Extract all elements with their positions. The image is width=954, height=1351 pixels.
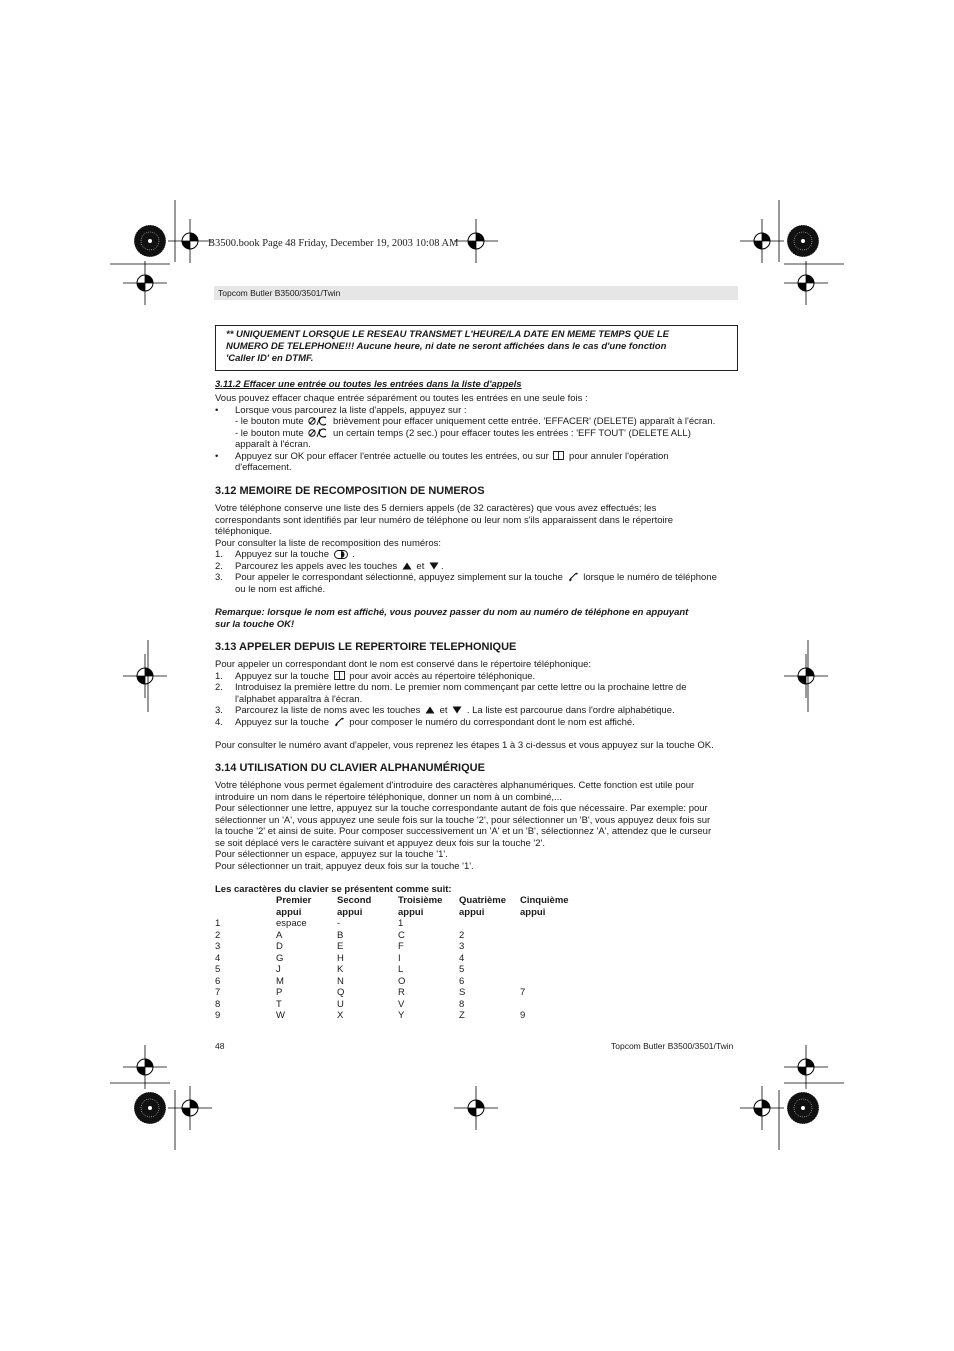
list-item [215, 705, 741, 717]
redial-icon [334, 550, 348, 559]
list-continuation: l'alphabet apparaîtra à l'écran. [235, 693, 363, 705]
mute-c-icon [308, 428, 328, 438]
phonebook-icon [334, 671, 345, 680]
table-cell: 5 [215, 964, 221, 975]
paragraph-line: Votre téléphone vous permet également d'introduire des caractères alphanumériques. Cette fonction est utile pour [215, 780, 695, 791]
list-number: 3. [215, 572, 223, 583]
text: Appuyez sur OK pour effacer l'entrée actuelle ou toutes les entrées, ou sur [235, 450, 549, 462]
table-caption: Les caractères du clavier se présentent comme suit: [215, 884, 452, 895]
section-3-13-title: 3.13 APPELER DEPUIS LE REPERTOIRE TELEPHONIQUE [215, 641, 517, 653]
header-line: appui [337, 906, 363, 918]
section-3-12-body [215, 503, 741, 630]
sub-item [215, 416, 741, 428]
table-cell: Q [337, 987, 345, 998]
table-cell: T [276, 998, 282, 1010]
handset-icon [334, 717, 345, 728]
table-row [215, 953, 635, 965]
table-cell: L [398, 964, 404, 975]
text: Introduisez la première lettre du nom. Le premier nom commençant par cette lettre ou la prochaine lettre de [235, 682, 687, 693]
table-cell: Z [459, 1010, 465, 1021]
sub-item: apparaît à l'écran. [235, 439, 311, 450]
text: Parcourez la liste de noms avec les touches [235, 705, 421, 716]
page-number: 48 [215, 1041, 225, 1051]
text: Appuyez sur la touche [235, 670, 330, 682]
list-number: 1. [215, 670, 223, 682]
table-row [215, 964, 635, 976]
text: . La liste est parcourue dans l'ordre alphabétique. [466, 705, 675, 716]
table-cell: 5 [459, 964, 465, 975]
text: brièvement pour effacer uniquement cette entrée. 'EFFACER' (DELETE) apparaît à l'écran. [332, 416, 716, 427]
table-cell: H [337, 952, 344, 964]
bullet-continuation: d'effacement. [235, 462, 292, 473]
section-3-12-title: 3.12 MEMOIRE DE RECOMPOSITION DE NUMEROS [215, 485, 485, 497]
table-cell: 7 [520, 987, 526, 998]
paragraph-line: introduire un nom dans le répertoire téléphonique, donner un nom à un combiné,... [215, 791, 562, 803]
table-row [215, 976, 635, 988]
section-3-11-2-title: 3.11.2 Effacer une entrée ou toutes les entrées dans la liste d'appels [215, 379, 522, 390]
list-number: 3. [215, 705, 223, 716]
table-cell: A [276, 929, 283, 941]
table-cell: 4 [215, 952, 221, 964]
phonebook-icon [553, 451, 564, 460]
text: Parcourez les appels avec les touches [235, 560, 398, 572]
table-header [520, 895, 569, 918]
text: un certain temps (2 sec.) pour effacer toutes les entrées : 'EFF TOUT' (DELETE ALL) [332, 427, 691, 439]
table-cell: O [398, 975, 406, 987]
list-item: 1. Appuyez sur la touche . [215, 549, 355, 560]
print-line: B3500.book Page 48 Friday, December 19, 2003 10:08 AM [208, 238, 459, 249]
table-cell: E [337, 941, 344, 952]
table-cell: K [337, 964, 344, 975]
list-number: 2. [215, 560, 223, 572]
table-cell: 6 [215, 975, 221, 987]
bullet-mark: • [215, 404, 219, 416]
table-row [215, 987, 635, 999]
remark-line: sur la touche OK! [215, 618, 295, 630]
table-cell: I [398, 952, 401, 964]
table-cell: 1 [215, 918, 221, 929]
paragraph-line: Pour sélectionner un espace, appuyez sur la touche '1'. [215, 849, 448, 860]
text: pour avoir accès au répertoire téléphonique. [349, 670, 536, 682]
header-line: appui [276, 906, 302, 918]
table-cell: 8 [215, 998, 221, 1010]
paragraph-line: Pour consulter la liste de recomposition des numéros: [215, 537, 442, 549]
header-line: Quatrième [459, 895, 506, 906]
table-cell: W [276, 1010, 285, 1021]
table-cell: V [398, 998, 405, 1010]
table-cell: R [398, 987, 405, 998]
text: - le bouton mute [235, 427, 304, 439]
text: Appuyez sur la touche [235, 716, 330, 728]
bullet-item [215, 405, 741, 417]
table-cell: 6 [459, 975, 465, 987]
table-cell: S [459, 987, 466, 998]
text: Appuyez sur la touche [235, 549, 330, 560]
bullet-item [215, 451, 741, 463]
table-cell: 7 [215, 987, 221, 998]
down-triangle-icon [429, 562, 439, 570]
text: et [416, 560, 425, 572]
paragraph-line: correspondants sont identifiés par leur numéro de téléphone ou leur nom s'ils apparaissent dans le répertoire [215, 514, 674, 526]
table-cell: 2 [215, 929, 221, 941]
table-header [337, 895, 371, 918]
list-item: 2. Parcourez les appels avec les touches et . [215, 560, 444, 572]
table-row [215, 1010, 635, 1022]
note-line: NUMERO DE TELEPHONE!!! Aucune heure, ni date ne seront affichées dans le cas d'une fonction [226, 341, 667, 352]
footer-title: Topcom Butler B3500/3501/Twin [611, 1041, 734, 1051]
text: pour composer le numéro du correspondant dont le nom est affiché. [349, 716, 635, 728]
table-cell: 9 [215, 1010, 221, 1021]
note-box [215, 325, 738, 371]
up-triangle-icon [425, 706, 435, 714]
table-row [215, 999, 635, 1011]
up-triangle-icon [402, 562, 412, 570]
section-3-11-2-body [215, 393, 741, 474]
paragraph-line: se soit déplacé vers le caractère suivant et appuyez deux fois sur la touche '2'. [215, 837, 545, 849]
header-line: Second [337, 895, 372, 906]
handset-icon [568, 572, 579, 583]
list-number: 4. [215, 716, 223, 728]
header-line: Premier [276, 895, 312, 906]
table-body [215, 918, 635, 1022]
header-line: Troisième [398, 895, 443, 906]
table-cell: - [337, 918, 341, 929]
header-line: appui [459, 906, 485, 918]
table-cell: P [276, 987, 283, 998]
paragraph-line: la touche '2' et ainsi de suite. Pour composer successivement un 'A' et un 'B', sélectionnez 'A', attendez que le curseur [215, 826, 712, 837]
list-item [215, 682, 741, 694]
text: lorsque le numéro de téléphone [583, 572, 717, 584]
table-cell: 2 [459, 929, 465, 941]
bullet-mark: • [215, 450, 219, 462]
table-cell: D [276, 941, 283, 952]
note-line: 'Caller ID' en DTMF. [226, 353, 314, 364]
text: - le bouton mute [235, 416, 304, 427]
table-row [215, 930, 635, 942]
bullet-text: Lorsque vous parcourez la liste d'appels, appuyez sur : [235, 404, 467, 416]
list-number: 2. [215, 682, 223, 693]
list-item [215, 572, 741, 584]
paragraph: Vous pouvez effacer chaque entrée séparément ou toutes les entrées en une seule fois : [215, 393, 588, 404]
table-cell: B [337, 929, 344, 941]
paragraph: Pour appeler un correspondant dont le nom est conservé dans le répertoire téléphonique: [215, 659, 592, 670]
table-cell: 3 [215, 941, 221, 952]
section-3-14-title: 3.14 UTILISATION DU CLAVIER ALPHANUMÉRIQUE [215, 762, 485, 774]
text: pour annuler l'opération [569, 450, 669, 462]
table-header [276, 895, 311, 918]
section-3-14-body [215, 780, 741, 872]
table-cell: espace [276, 918, 307, 929]
table-header [398, 895, 442, 918]
running-header: Topcom Butler B3500/3501/Twin [214, 286, 738, 300]
table-cell: X [337, 1010, 344, 1021]
table-cell: U [337, 998, 344, 1010]
list-continuation: ou le nom est affiché. [235, 583, 326, 595]
table-cell: 9 [520, 1010, 526, 1021]
paragraph-line: Votre téléphone conserve une liste des 5 derniers appels (de 32 caractères) que vous avez effectués; les [215, 503, 657, 514]
table-header [459, 895, 506, 918]
list-item [215, 671, 741, 683]
note-line: ** UNIQUEMENT LORSQUE LE RESEAU TRANSMET L'HEURE/LA DATE EN MEME TEMPS QUE LE [226, 329, 669, 340]
table-row [215, 918, 635, 930]
mute-c-icon [308, 416, 328, 426]
paragraph-line: Pour sélectionner un trait, appuyez deux fois sur la touche '1'. [215, 860, 474, 872]
table-cell: 3 [459, 941, 465, 952]
table-cell: N [337, 975, 344, 987]
paragraph-line: Pour sélectionner une lettre, appuyez sur la touche correspondante autant de fois que nécessaire. Par exemple: pour [215, 803, 708, 814]
header-line: Cinquième [520, 895, 569, 906]
sub-item [215, 428, 741, 440]
list-item [215, 717, 741, 729]
table-cell: C [398, 929, 405, 941]
table-cell: F [398, 941, 404, 952]
header-line: appui [398, 906, 424, 918]
table-cell: M [276, 975, 284, 987]
down-triangle-icon [452, 706, 462, 714]
table-cell: 1 [398, 918, 404, 929]
remark-line: Remarque: lorsque le nom est affiché, vous pouvez passer du nom au numéro de téléphone en appuyant [215, 607, 689, 619]
paragraph-line: sélectionner un 'A', vous appuyez une seule fois sur la touche '2', pour sélectionner un 'B', vous appuyez deux fois sur [215, 814, 711, 826]
table-cell: 8 [459, 998, 465, 1010]
text: Pour appeler le correspondant sélectionné, appuyez simplement sur la touche [235, 572, 563, 584]
text: et [439, 705, 448, 716]
header-line: appui [520, 906, 546, 918]
table-cell: Y [398, 1010, 405, 1021]
keypad-table [215, 884, 635, 1024]
paragraph-line: téléphonique. [215, 526, 273, 537]
table-cell: G [276, 952, 284, 964]
paragraph: Pour consulter le numéro avant d'appeler, vous reprenez les étapes 1 à 3 ci-dessus et vous appuyez sur la touche OK. [215, 740, 714, 752]
table-cell: J [276, 964, 281, 975]
section-3-13-body [215, 659, 741, 752]
table-row [215, 941, 635, 953]
table-cell: 4 [459, 952, 465, 964]
list-number: 1. [215, 549, 223, 560]
